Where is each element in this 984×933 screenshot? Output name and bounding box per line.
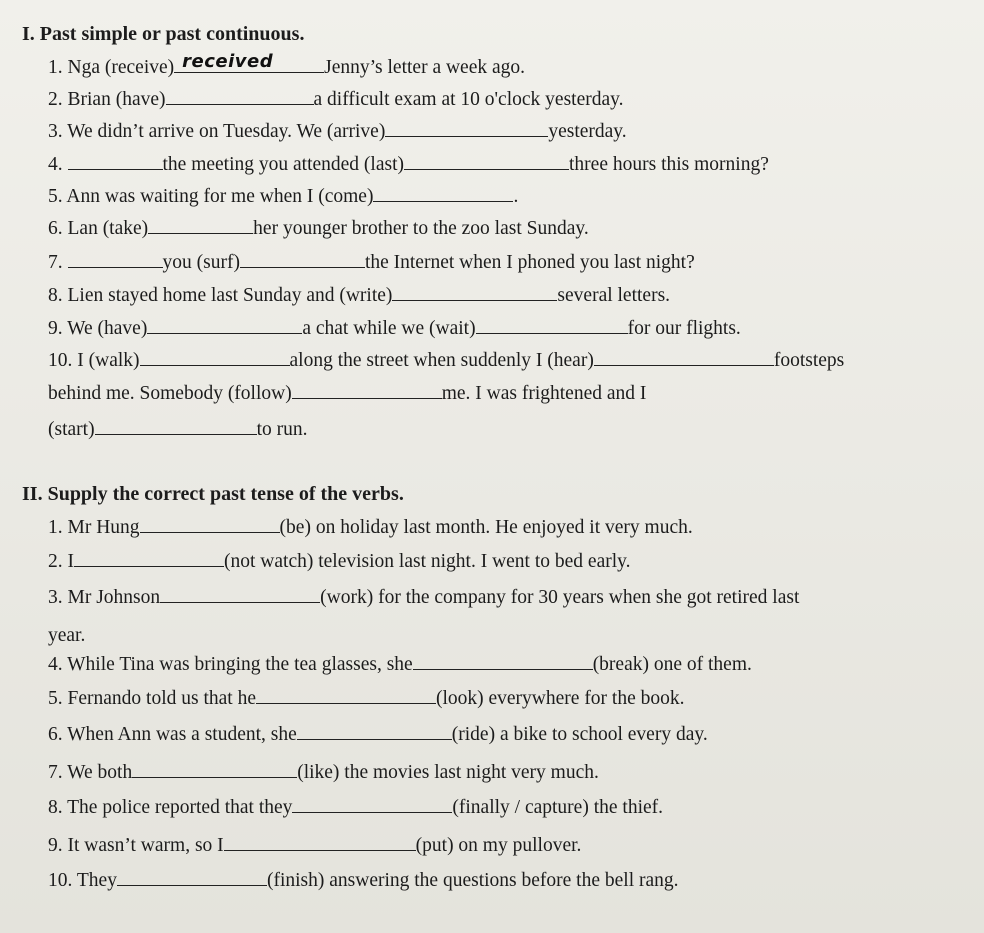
question-text: (like) the movies last night very much.: [297, 762, 599, 783]
answer-blank[interactable]: [404, 152, 569, 170]
question-text: (work) for the company for 30 years when she got retired last: [320, 587, 800, 608]
part1-question-4: [48, 152, 769, 177]
answer-blank[interactable]: [147, 316, 302, 334]
part1-question-6: [48, 216, 589, 241]
question-text: her younger brother to the zoo last Sunday.: [253, 218, 589, 239]
question-text: 7. We both: [48, 762, 133, 783]
part1-question-3: [48, 119, 627, 144]
question-text: me. I was frightened and I: [441, 383, 647, 404]
question-text: the Internet when I phoned you last night?: [364, 252, 695, 273]
question-text: 3. We didn’t arrive on Tuesday. We (arrive): [48, 121, 386, 142]
part1-question-8: [48, 283, 670, 308]
question-text: a chat while we (wait): [302, 318, 476, 339]
answer-blank[interactable]: [413, 652, 593, 670]
question-text: year.: [48, 625, 86, 646]
answer-blank[interactable]: [117, 868, 267, 886]
part2-question-6: [48, 722, 708, 747]
answer-blank[interactable]: [174, 51, 324, 73]
answer-blank[interactable]: [373, 184, 513, 202]
question-text: 8. Lien stayed home last Sunday and (write): [48, 285, 393, 306]
answer-blank[interactable]: [224, 833, 416, 851]
handwritten-answer: received: [182, 51, 274, 72]
question-text: a difficult exam at 10 o'clock yesterday.: [313, 89, 624, 110]
question-text: 5. Ann was waiting for me when I (come): [48, 186, 374, 207]
question-text: 2. Brian (have): [48, 89, 166, 110]
answer-blank[interactable]: [292, 795, 452, 813]
question-text: 10. They: [48, 870, 117, 891]
answer-blank[interactable]: [68, 152, 163, 170]
part2-question-4: [48, 652, 752, 677]
question-text: 9. It wasn’t warm, so I: [48, 835, 224, 856]
answer-blank[interactable]: [148, 216, 253, 234]
question-text: (be) on holiday last month. He enjoyed it very much.: [279, 517, 693, 538]
question-text: 1. Mr Hung: [48, 517, 140, 538]
answer-blank[interactable]: [297, 722, 452, 740]
question-text: the meeting you attended (last): [162, 154, 405, 175]
part2-question-3-line-2: [48, 624, 85, 648]
question-text: behind me. Somebody (follow): [48, 383, 292, 404]
answer-blank[interactable]: [74, 549, 224, 567]
part1-question-7: [48, 250, 695, 275]
question-text: 8. The police reported that they: [48, 797, 293, 818]
answer-blank[interactable]: [140, 515, 280, 533]
question-text: 10. I (walk): [48, 350, 140, 371]
part2-question-5: [48, 686, 685, 711]
answer-blank[interactable]: [132, 760, 297, 778]
part2-question-3: [48, 585, 799, 610]
answer-blank[interactable]: [140, 348, 290, 366]
question-text: (break) one of them.: [592, 654, 752, 675]
question-text: you (surf): [162, 252, 240, 273]
answer-blank[interactable]: [256, 686, 436, 704]
part2-question-8: [48, 795, 663, 820]
question-text: .: [513, 186, 519, 207]
answer-blank[interactable]: [292, 381, 442, 399]
question-text: 3. Mr Johnson: [48, 587, 161, 608]
question-text: 4.: [48, 154, 68, 175]
question-text: 1. Nga (receive): [48, 57, 175, 78]
question-text: footsteps: [773, 350, 845, 371]
part1-question-1: [48, 51, 526, 80]
question-text: (start): [48, 419, 95, 440]
section-heading-part-1: I. Past simple or past continuous.: [22, 23, 305, 45]
question-text: (not watch) television last night. I went to bed early.: [224, 551, 631, 572]
question-text: 7.: [48, 252, 68, 273]
question-text: to run.: [256, 419, 308, 440]
answer-blank[interactable]: [476, 316, 628, 334]
question-text: several letters.: [557, 285, 671, 306]
question-text: for our flights.: [627, 318, 741, 339]
section-heading-part-2: II. Supply the correct past tense of the verbs.: [22, 483, 404, 505]
part2-question-1: [48, 515, 693, 540]
part2-question-7: [48, 760, 599, 785]
question-text: 4. While Tina was bringing the tea glasses, she: [48, 654, 413, 675]
answer-blank[interactable]: [160, 585, 320, 603]
answer-blank[interactable]: [392, 283, 557, 301]
part2-question-10: [48, 868, 679, 893]
part2-question-2: [48, 549, 631, 574]
part1-question-10-line-2: [48, 381, 646, 406]
question-text: (look) everywhere for the book.: [435, 688, 685, 709]
question-text: along the street when suddenly I (hear): [289, 350, 594, 371]
part1-question-2: [48, 87, 623, 112]
answer-blank[interactable]: [166, 87, 314, 105]
answer-blank[interactable]: [95, 417, 257, 435]
answer-blank[interactable]: [594, 348, 774, 366]
part2-question-9: [48, 833, 581, 858]
part1-question-9: [48, 316, 741, 341]
question-text: (put) on my pullover.: [415, 835, 582, 856]
part1-question-10-line-3: [48, 417, 307, 442]
question-text: three hours this morning?: [569, 154, 769, 175]
question-text: Jenny’s letter a week ago.: [324, 57, 526, 78]
answer-blank[interactable]: [68, 250, 163, 268]
answer-blank[interactable]: [385, 119, 548, 137]
question-text: (finish) answering the questions before the bell rang.: [266, 870, 679, 891]
question-text: 9. We (have): [48, 318, 148, 339]
question-text: yesterday.: [548, 121, 627, 142]
question-text: 2. I: [48, 551, 74, 572]
question-text: 6. When Ann was a student, she: [48, 724, 297, 745]
question-text: (finally / capture) the thief.: [452, 797, 664, 818]
question-text: (ride) a bike to school every day.: [451, 724, 708, 745]
part1-question-5: [48, 184, 518, 209]
answer-blank[interactable]: [240, 250, 365, 268]
question-text: 5. Fernando told us that he: [48, 688, 256, 709]
question-text: 6. Lan (take): [48, 218, 149, 239]
part1-question-10: [48, 348, 844, 373]
